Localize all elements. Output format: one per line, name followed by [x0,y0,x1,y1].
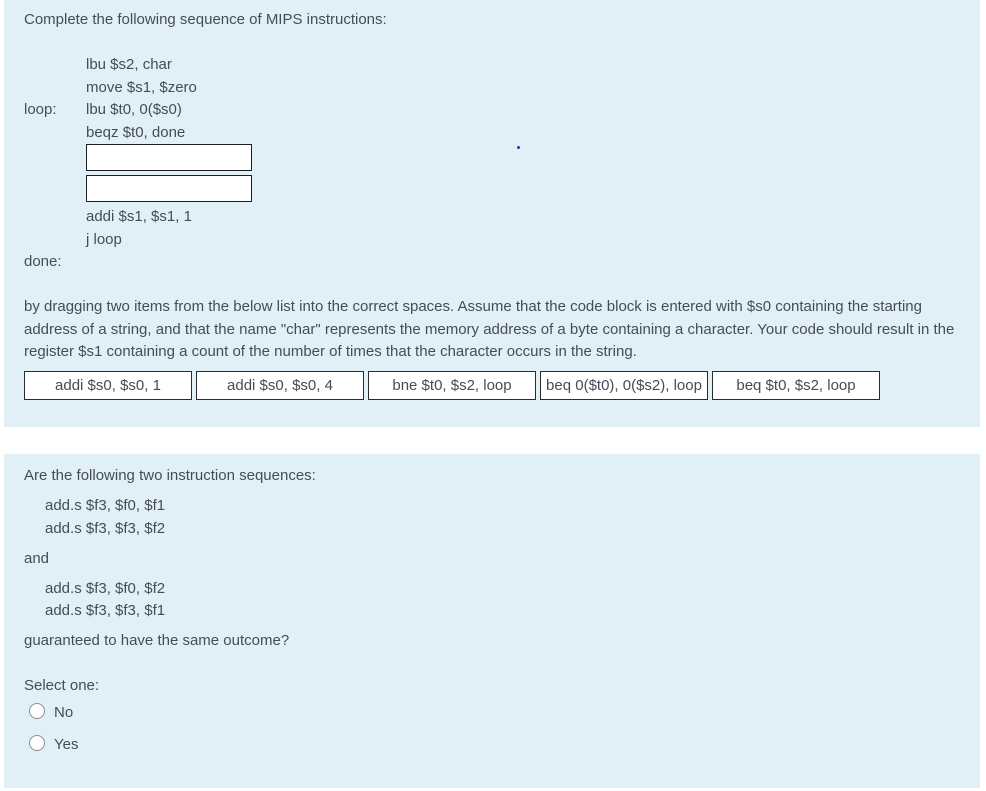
code-line-j-loop: j loop [86,231,122,248]
sequence-2-line-1: add.s $f3, $f0, $f2 [45,580,166,597]
dot-mark [517,146,520,149]
instructions-line-1: by dragging two items from the below list into the correct spaces. Assume that the code block is entered with $s0 containing the starting [24,298,922,315]
radio-no[interactable] [29,703,45,719]
and-text: and [24,550,50,567]
code-line-lbu-s2: lbu $s2, char [86,56,172,73]
question-1-intro: Complete the following sequence of MIPS instructions: [24,11,387,28]
drag-item-beq-reg[interactable]: beq $t0, $s2, loop [712,371,880,400]
question-2-panel [4,454,980,788]
option-no-label[interactable]: No [54,704,74,721]
code-line-addi: addi $s1, $s1, 1 [86,208,192,225]
code-line-move: move $s1, $zero [86,79,197,96]
drop-slot-1[interactable] [86,144,252,171]
question-1-panel [4,0,980,427]
instructions-line-3: register $s1 containing a count of the number of times that the character occurs in the string. [24,343,637,360]
sequence-2-line-2: add.s $f3, $f3, $f1 [45,602,166,619]
select-one-label: Select one: [24,677,100,694]
question-2-intro: Are the following two instruction sequences: [24,467,316,484]
question-2-text: guaranteed to have the same outcome? [24,632,290,649]
option-yes-label[interactable]: Yes [54,736,79,753]
code-line-beqz: beqz $t0, done [86,124,186,141]
drop-slot-2[interactable] [86,175,252,202]
code-line-lbu-t0: lbu $t0, 0($s0) [86,101,182,118]
radio-yes[interactable] [29,735,45,751]
drag-item-addi-1[interactable]: addi $s0, $s0, 1 [24,371,192,400]
drag-item-bne[interactable]: bne $t0, $s2, loop [368,371,536,400]
drag-item-beq-mem[interactable]: beq 0($t0), 0($s2), loop [540,371,708,400]
drag-item-addi-4[interactable]: addi $s0, $s0, 4 [196,371,364,400]
loop-label: loop: [24,101,57,118]
done-label: done: [24,253,62,270]
instructions-line-2: address of a string, and that the name "char" represents the memory address of a byte containing a character. Your code should result in the [24,321,955,338]
sequence-1-line-1: add.s $f3, $f0, $f1 [45,497,166,514]
sequence-1-line-2: add.s $f3, $f3, $f2 [45,520,166,537]
